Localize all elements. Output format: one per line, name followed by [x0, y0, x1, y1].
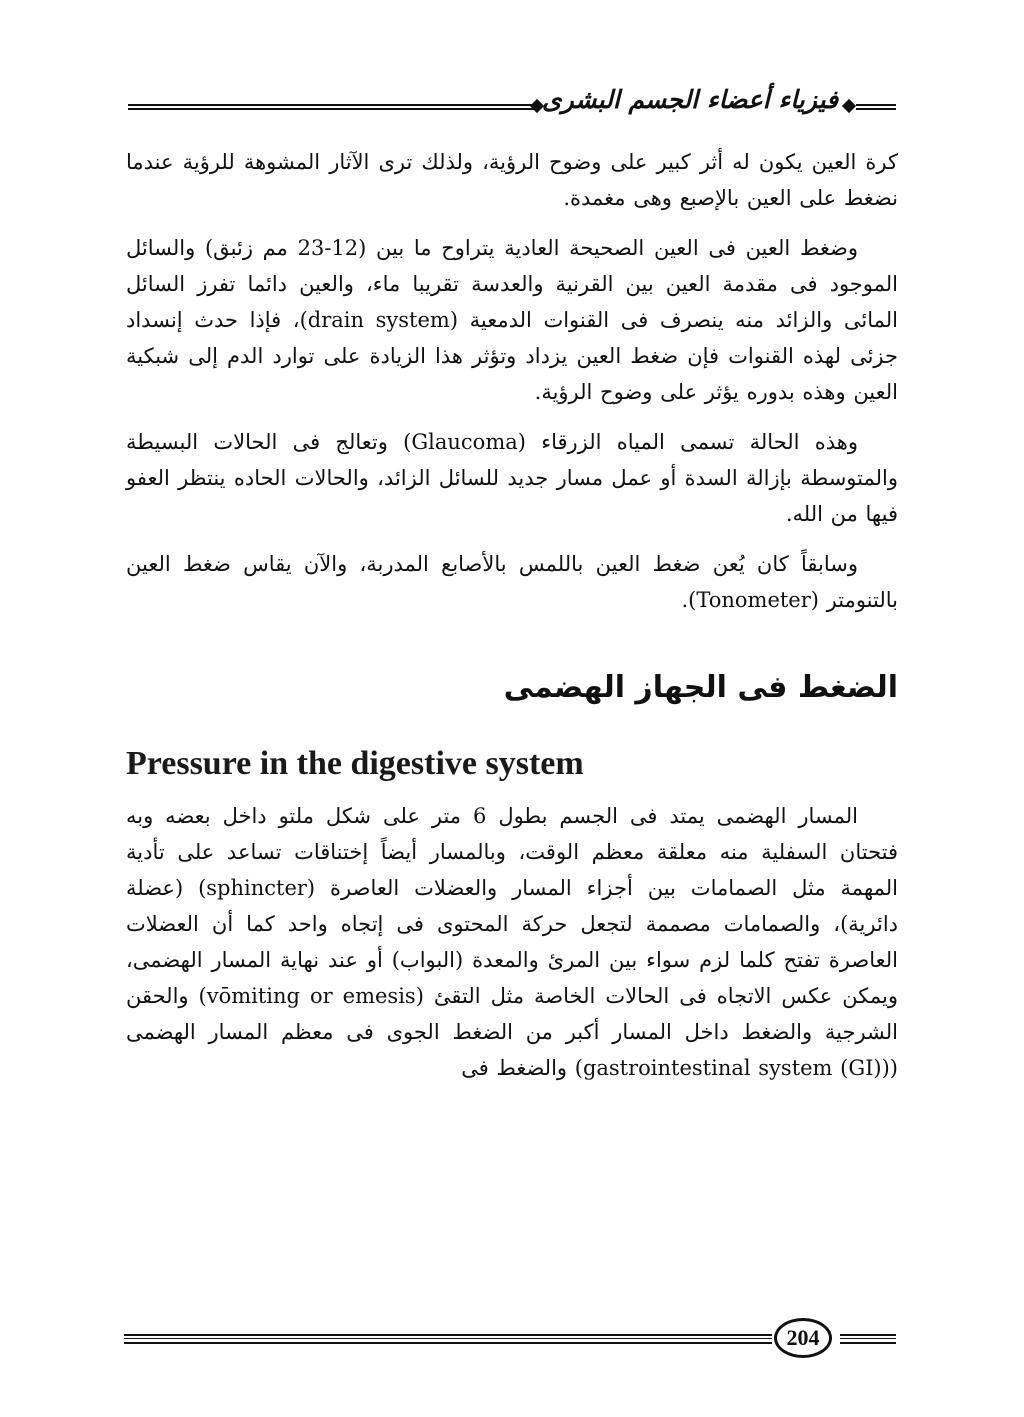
footer-rule-right	[840, 1334, 896, 1344]
page-body	[126, 144, 898, 1100]
header-rule-left	[128, 104, 534, 110]
paragraph-4	[126, 546, 898, 618]
english-term: Tonometer	[696, 588, 811, 612]
english-term: gastrointestinal system (GI)	[582, 1056, 882, 1080]
text-segment: كرة العين يكون له أثر كبير على وضوح الرؤية، ولذلك ترى الآثار المشوهة للرؤية عندما نضغط على العين بالإصبع وهى مغمدة.	[126, 150, 898, 210]
page-footer	[124, 1318, 896, 1362]
text-segment: وهذه الحالة تسمى المياه الزرقاء (	[517, 430, 859, 454]
english-term: sphincter	[206, 876, 307, 900]
page-header	[128, 76, 896, 124]
text-segment: ) (عضلة دائرية)، والصمامات مصممة لتجعل حركة المحتوى فى إتجاه واحد كما أن العضلات العاصرة تفتح كلما لزم سواء بين المرئ والمعدة (البواب) أو عند نهاية المسار الهضمى، ويمكن عكس الاتجاه فى الحالات الخاصة مثل التقئ (	[126, 876, 898, 1008]
english-term: drain system	[307, 308, 450, 332]
text-segment: وسابقاً كان يُعن ضغط العين باللمس بالأصابع المدربة، والآن يقاس ضغط العين بالتنومتر (	[126, 552, 898, 612]
text-segment: ).	[681, 588, 697, 612]
english-term: Glaucoma	[411, 430, 518, 454]
english-term: vōmiting or emesis	[206, 984, 416, 1008]
text-segment: ) والضغط فى	[461, 1056, 583, 1080]
number-range: 23-12	[297, 236, 359, 260]
text-segment: وضغط العين فى العين الصحيحة العادية يتراوح ما بين (	[358, 236, 858, 260]
text-segment: )، فإذا حدث إنسداد جزئى لهذه القنوات فإن ضغط العين يزداد وتؤثر هذا الزيادة على توارد الدم إلى شبكية العين وهذه بدوره يؤثر على وضوح الرؤية.	[126, 308, 898, 404]
paragraph-5	[126, 798, 898, 1086]
text-segment: مم زئبق) والسائل الموجود فى مقدمة العين بين القرنية والعدسة تقريبا ماء، والعين دائما تفرز السائل المائى والزائد منه ينصرف فى القنوات الدمعية (	[126, 236, 898, 332]
text-segment: ) والحقن الشرجية والضغط داخل المسار أكبر من الضغط الجوى فى معظم المسار الهضمى ((	[126, 984, 898, 1080]
paragraph-1	[126, 144, 898, 216]
text-segment: المسار الهضمى يمتد فى الجسم بطول 6 متر على شكل ملتو داخل بعضه وبه فتحتان السفلية منه معلقة معظم الوقت، وبالمسار أيضاً إختناقات تساعد على تأدية المهمة مثل الصمامات بين أجزاء المسار والعضلات العاصرة (	[126, 804, 898, 900]
paragraph-2	[126, 230, 898, 410]
section-heading-arabic: الضغط فى الجهاز الهضمى	[503, 670, 898, 705]
text-segment: ) وتعالج فى الحالات البسيطة والمتوسطة بإزالة السدة أو عمل مسار جديد للسائل الزائد، والحالات الحاده ينتظر العفو فيها من الله.	[126, 430, 898, 526]
header-diamond-right	[842, 99, 856, 113]
footer-rule-left	[124, 1334, 772, 1344]
paragraph-3	[126, 424, 898, 532]
page-number: 204	[774, 1318, 832, 1358]
header-rule-right	[856, 104, 896, 110]
section-heading-english: Pressure in the digestive system	[126, 745, 584, 782]
running-title: فيزياء أعضاء الجسم البشرى	[542, 85, 839, 114]
